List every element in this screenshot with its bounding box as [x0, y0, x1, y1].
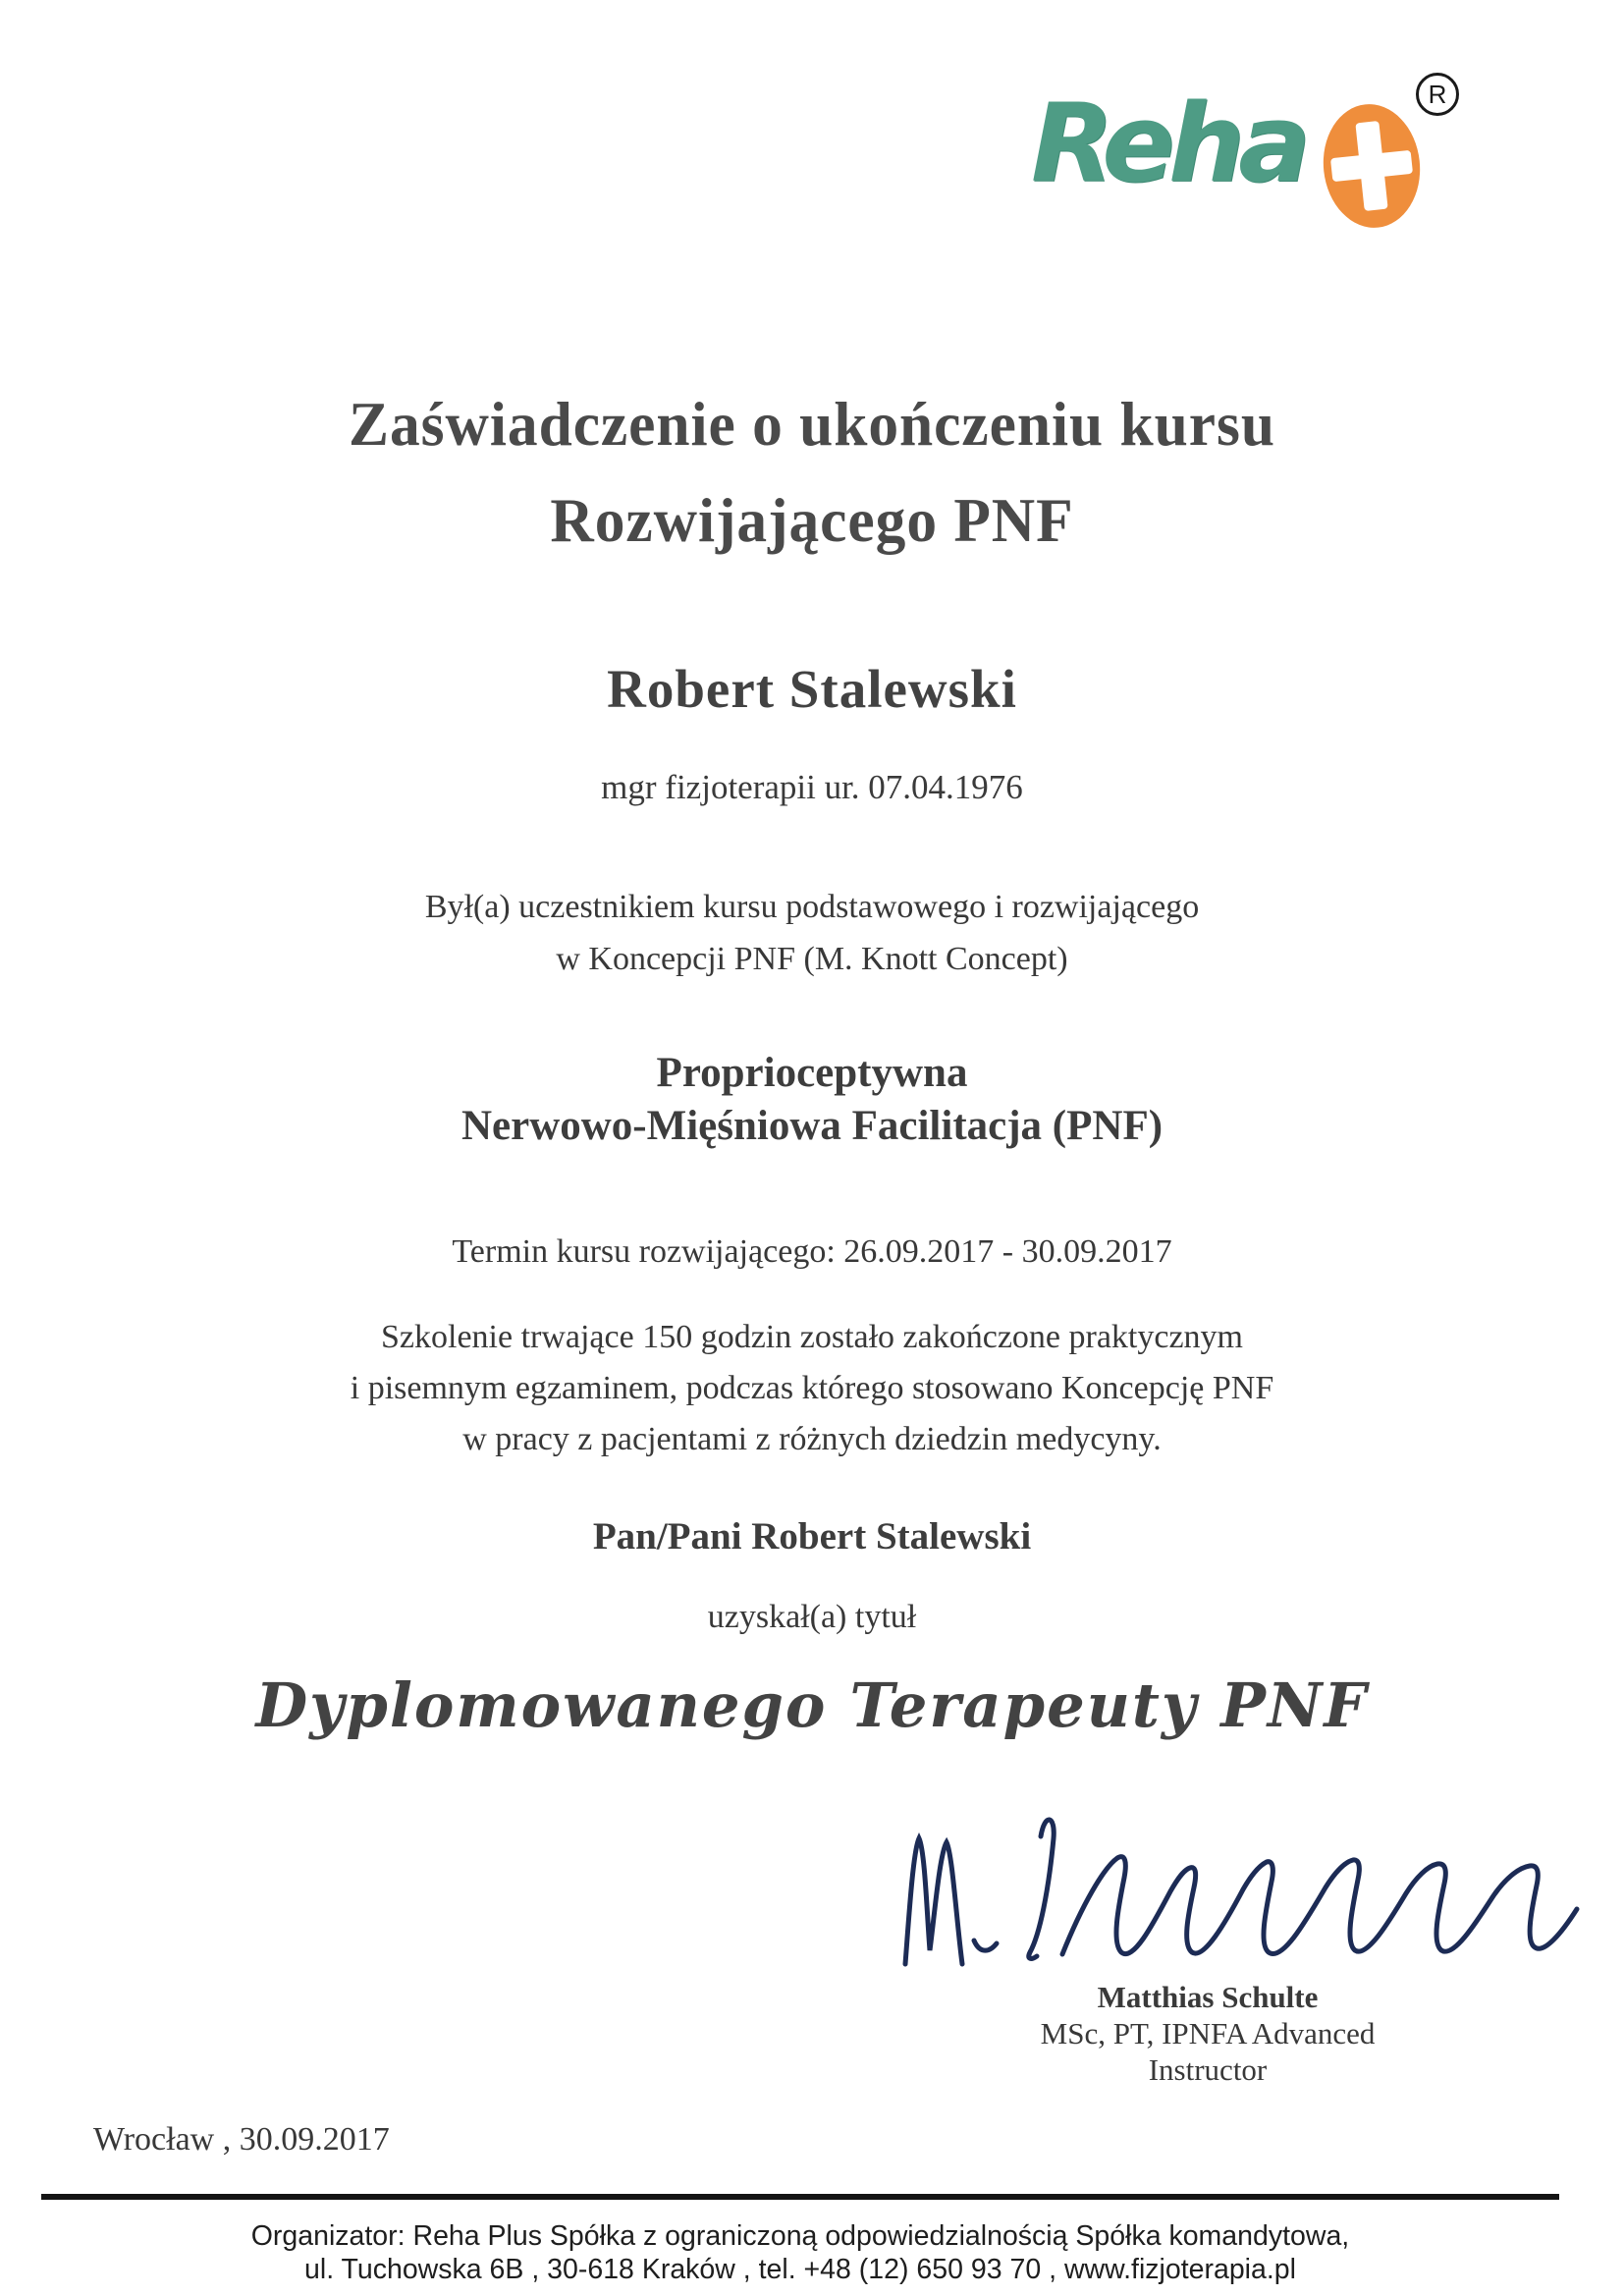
signer-name: Matthias Schulte	[1097, 1980, 1319, 2014]
certificate-title-line2: Rozwijającego PNF	[550, 485, 1074, 555]
signature-image	[846, 1797, 1602, 1984]
certificate-title-line1: Zaświadczenie o ukończeniu kursu	[349, 389, 1275, 459]
recipient-details: mgr fizjoterapii ur. 07.04.1976	[601, 768, 1023, 806]
signer-role: Instructor	[1148, 2052, 1268, 2087]
course-description-line2: i pisemnym egzaminem, podczas którego stosowano Koncepcję PNF	[350, 1370, 1274, 1406]
footer-organizer-line: Organizator: Reha Plus Spółka z ograniczoną odpowiedzialnością Spółka komandytowa,	[250, 2220, 1350, 2252]
logo-orange-circle	[1318, 99, 1427, 233]
award-subintro: uzyskał(a) tytuł	[707, 1599, 917, 1635]
recipient-name: Robert Stalewski	[607, 659, 1017, 719]
signer-credentials: MSc, PT, IPNFA Advanced	[1040, 2016, 1376, 2050]
granted-title: Dyplomowanego Terapeuty PNF	[255, 1669, 1369, 1741]
footer	[41, 2219, 1559, 2286]
footer-address-line: ul. Tuchowska 6B , 30-618 Kraków , tel. +48 (12) 650 93 70 , www.fizjoterapia.pl	[304, 2254, 1296, 2285]
signer-block	[933, 1979, 1483, 2088]
participation-line2: w Koncepcji PNF (M. Knott Concept)	[556, 941, 1068, 977]
participation-paragraph	[0, 881, 1624, 985]
course-description-line1: Szkolenie trwające 150 godzin zostało zakończone praktycznym	[381, 1319, 1243, 1355]
course-heading-line2: Nerwowo-Mięśniowa Facilitacja (PNF)	[460, 1103, 1164, 1149]
course-heading	[0, 1047, 1624, 1153]
award-intro: Pan/Pani Robert Stalewski	[592, 1515, 1032, 1558]
place-and-date: Wrocław , 30.09.2017	[93, 2121, 390, 2158]
logo-reha-text: Reha	[1031, 81, 1305, 206]
footer-divider	[41, 2194, 1559, 2200]
course-term: Termin kursu rozwijającego: 26.09.2017 - 30.09.2017	[452, 1233, 1172, 1270]
reha-plus-logo	[1031, 79, 1492, 248]
registered-trademark-icon: R	[1416, 73, 1459, 116]
course-heading-line1: Proprioceptywna	[656, 1050, 968, 1096]
course-description	[0, 1312, 1624, 1465]
plus-icon	[1326, 118, 1419, 214]
certificate-title	[32, 376, 1592, 569]
participation-line1: Był(a) uczestnikiem kursu podstawowego i rozwijającego	[424, 889, 1200, 925]
course-description-line3: w pracy z pacjentami z różnych dziedzin medycyny.	[462, 1421, 1162, 1457]
